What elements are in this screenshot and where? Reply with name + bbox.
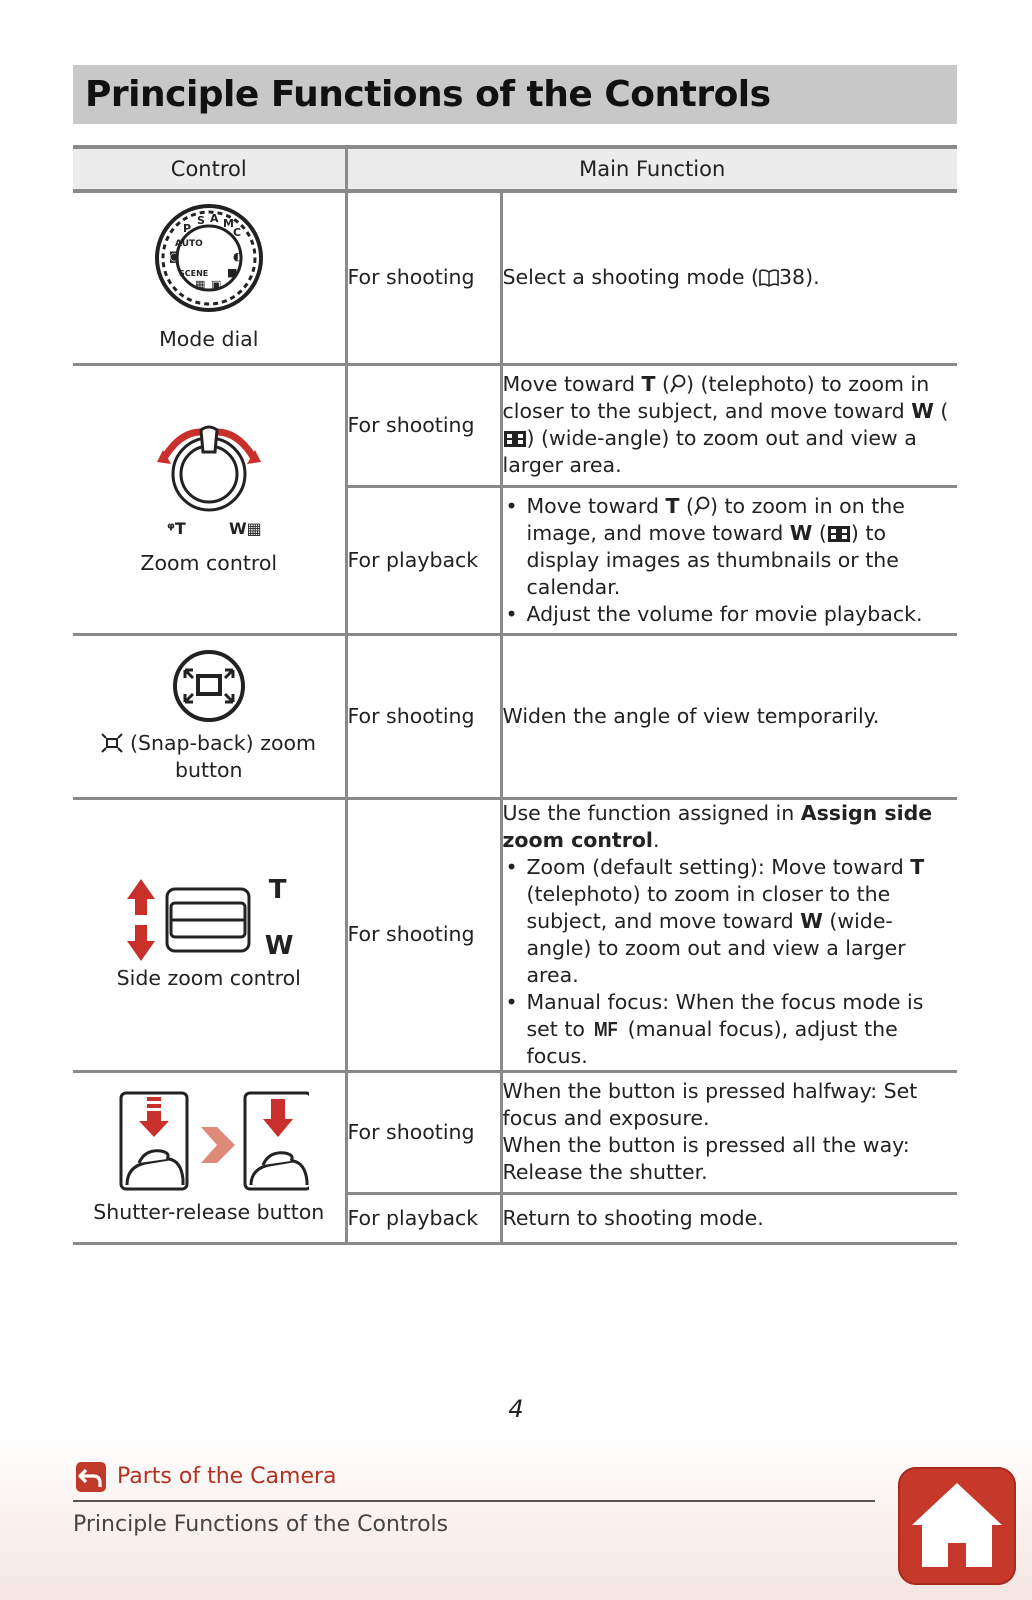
control-cell bbox=[73, 191, 346, 364]
mode-dial-icon bbox=[153, 202, 265, 314]
description-cell: Return to shooting mode. bbox=[501, 1193, 957, 1243]
context-cell: For playback bbox=[346, 1193, 501, 1243]
table-row bbox=[73, 798, 957, 1071]
mode-dial-label: Mode dial bbox=[159, 327, 259, 352]
page-title-bar bbox=[73, 65, 957, 124]
table-row bbox=[73, 1071, 957, 1193]
description-cell: Use the function assigned in Assign side zoom control. • Zoom (default setting): Move toward T (telephoto) to zoom in closer to the subject, and move toward W (wide-angle) to zoom out and view a larger area. • Manual focus: When the focus mode is set to MF (manual focus), adjust the focus. bbox=[501, 798, 957, 1071]
context-cell: For shooting bbox=[346, 634, 501, 798]
description-cell: Select a shooting mode ( 38). bbox=[501, 191, 957, 364]
controls-table bbox=[73, 145, 957, 1245]
page-number: 4 bbox=[508, 1395, 524, 1423]
svg-text:SCENE: SCENE bbox=[178, 269, 209, 279]
control-cell bbox=[73, 798, 346, 1071]
description-cell: When the button is pressed halfway: Set focus and exposure. When the button is pressed all the way: Release the shutter. bbox=[501, 1071, 957, 1193]
snapback-label: (Snap-back) zoom button bbox=[99, 730, 319, 784]
svg-text:AUTO: AUTO bbox=[174, 239, 203, 250]
shutter-release-label: Shutter-release button bbox=[93, 1199, 325, 1224]
home-icon bbox=[898, 1467, 1016, 1585]
svg-text:▣: ▣ bbox=[210, 278, 222, 292]
table-row bbox=[73, 191, 957, 364]
table-row bbox=[73, 634, 957, 798]
parts-of-camera-link[interactable]: Parts of the Camera bbox=[117, 1464, 337, 1489]
context-cell: For playback bbox=[346, 486, 501, 634]
svg-text:◐: ◐ bbox=[232, 250, 243, 264]
context-cell: For shooting bbox=[346, 798, 501, 1071]
snapback-inline-icon bbox=[101, 733, 123, 753]
svg-text:■: ■ bbox=[226, 266, 238, 280]
side-zoom-w-label: W bbox=[264, 931, 294, 961]
book-icon bbox=[759, 269, 779, 287]
description-cell bbox=[501, 486, 957, 634]
back-arrow-glyph bbox=[76, 1462, 106, 1492]
list-item: • Adjust the volume for movie playback. bbox=[503, 601, 958, 628]
table-header-row bbox=[73, 147, 957, 191]
control-cell bbox=[73, 634, 346, 798]
magnify-icon bbox=[670, 374, 686, 394]
side-zoom-label: Side zoom control bbox=[116, 966, 301, 990]
list-item: • Manual focus: When the focus mode is set to MF (manual focus), adjust the focus. bbox=[503, 989, 958, 1070]
header-control: Control bbox=[73, 147, 346, 191]
footer-subtitle: Principle Functions of the Controls bbox=[73, 1512, 449, 1537]
page-title: Principle Functions of the Controls bbox=[85, 74, 771, 115]
footer-divider bbox=[73, 1500, 875, 1502]
zoom-control-label: Zoom control bbox=[140, 550, 278, 575]
svg-text:P: P bbox=[182, 222, 191, 236]
context-cell: For shooting bbox=[346, 1071, 501, 1193]
svg-text:A: A bbox=[209, 212, 219, 226]
zoom-control-icon bbox=[149, 422, 269, 542]
thumbnail-icon bbox=[503, 430, 527, 448]
control-cell bbox=[73, 1071, 346, 1243]
list-item: • Zoom (default setting): Move toward T (telephoto) to zoom in closer to the subject, and move toward W (wide-angle) to zoom out and view a larger area. bbox=[503, 854, 958, 989]
svg-text:◙: ◙ bbox=[168, 250, 180, 264]
context-cell: For shooting bbox=[346, 191, 501, 364]
control-cell bbox=[73, 364, 346, 634]
svg-text:S: S bbox=[196, 214, 205, 228]
side-zoom-control-icon bbox=[119, 877, 299, 963]
svg-text:▦: ▦ bbox=[194, 278, 206, 292]
shutter-release-icon bbox=[109, 1089, 309, 1193]
description-cell: Move toward T ( ) (telephoto) to zoom in closer to the subject, and move toward W () (wide-angle) to zoom out and view a larger area. bbox=[501, 364, 957, 486]
snapback-button-icon bbox=[171, 648, 247, 724]
svg-text:ᵠT: ᵠT bbox=[166, 518, 186, 538]
side-zoom-t-label: T bbox=[268, 875, 287, 905]
header-main-function: Main Function bbox=[346, 147, 957, 191]
home-button[interactable] bbox=[898, 1467, 1016, 1585]
description-cell: Widen the angle of view temporarily. bbox=[501, 634, 957, 798]
svg-text:C: C bbox=[232, 226, 241, 240]
back-arrow-icon[interactable] bbox=[76, 1462, 106, 1492]
svg-text:W▦: W▦ bbox=[228, 518, 262, 538]
magnify-icon bbox=[694, 496, 710, 516]
context-cell: For shooting bbox=[346, 364, 501, 486]
list-item: • Move toward T ( ) to zoom in on the image, and move toward W ( ) to display images as thumbnails or the calendar. bbox=[503, 493, 958, 601]
table-row bbox=[73, 364, 957, 486]
svg-text:M: M bbox=[222, 217, 234, 231]
thumbnail-icon bbox=[827, 525, 851, 543]
